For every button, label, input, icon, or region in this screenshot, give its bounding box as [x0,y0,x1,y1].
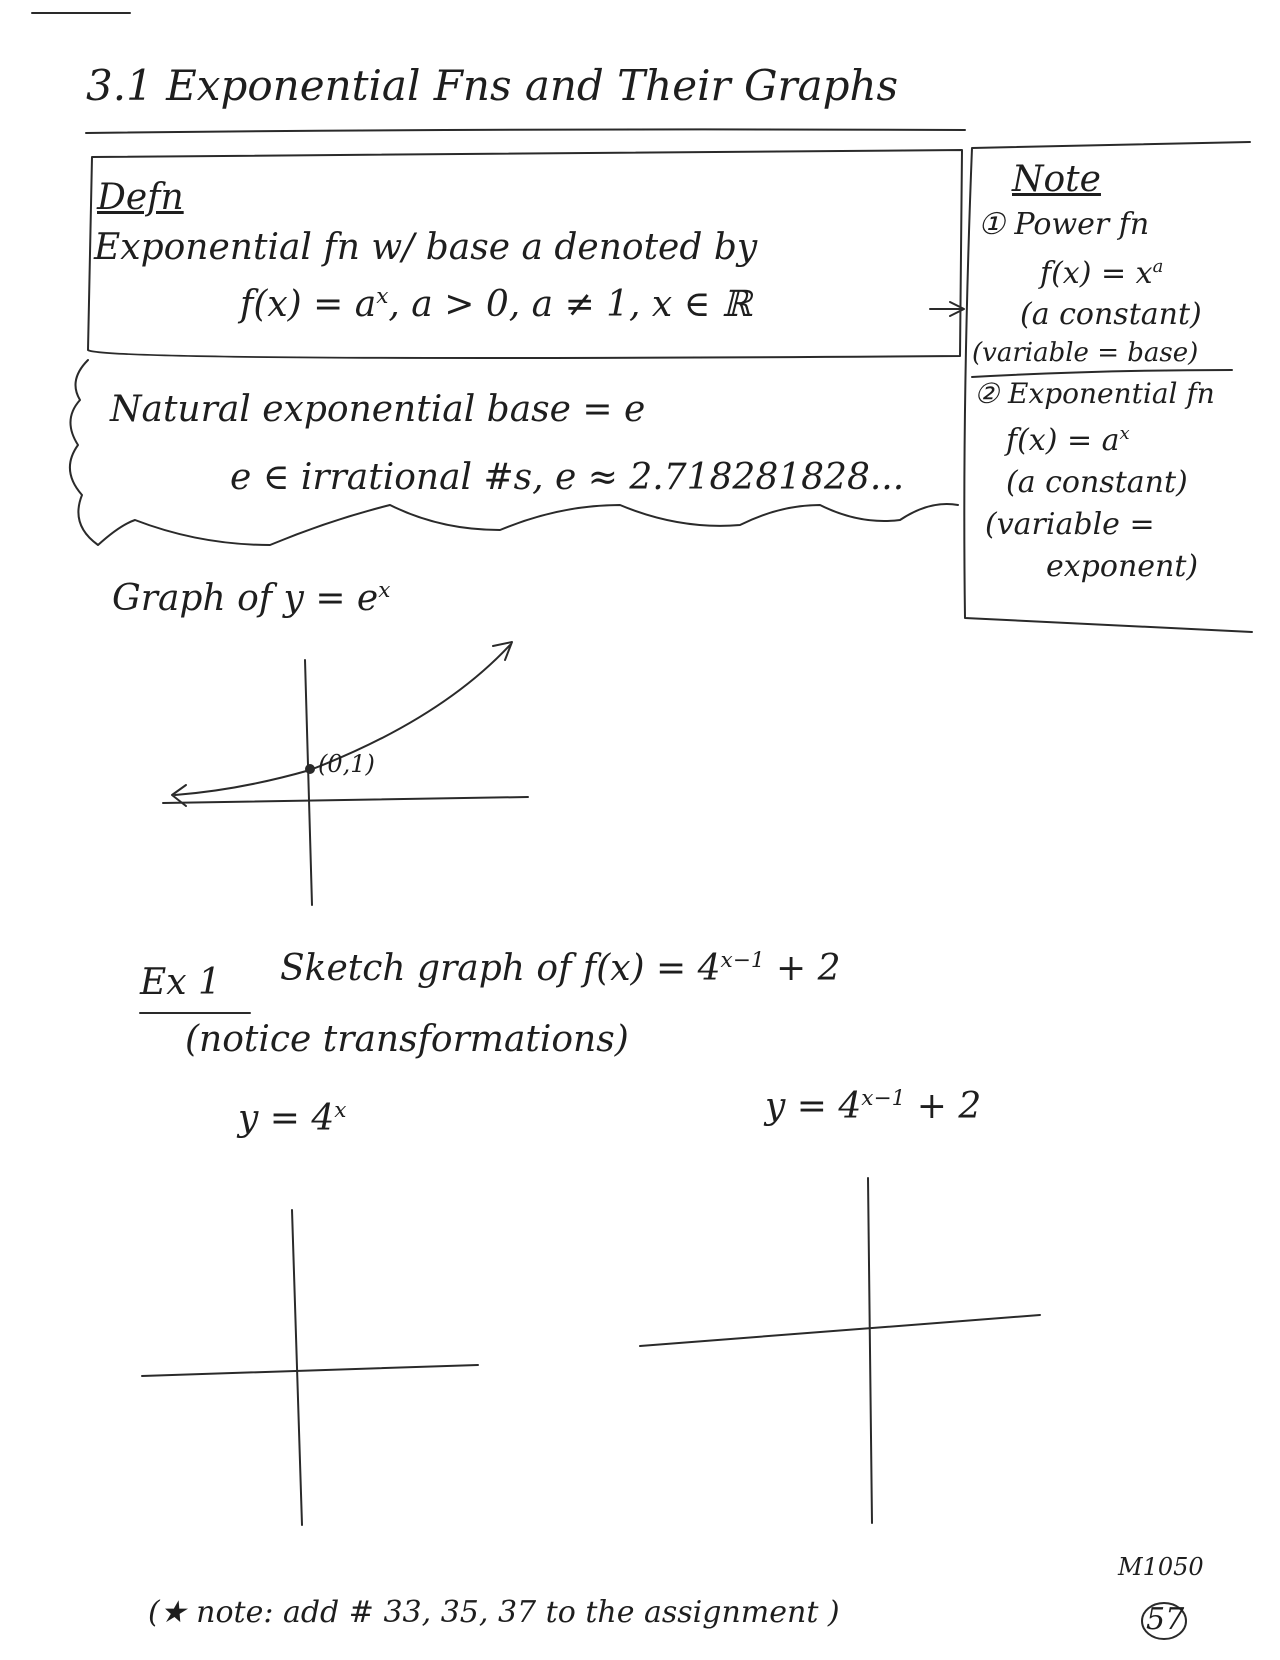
note-item1-variable: (variable = base) [972,338,1199,368]
natural-base-line: Natural exponential base = e [110,389,646,430]
graph-left-label-exp: x [334,1098,347,1123]
graph1-x-axis [163,797,528,803]
example-subtext: (notice transformations) [185,1019,629,1060]
graph-right-y-axis [868,1178,872,1523]
natural-cloud [70,360,958,545]
graph1-point-label: (0,1) [318,750,375,778]
example-heading: Ex 1 [140,962,221,1003]
page-title: 3.1 Exponential Fns and Their Graphs [86,61,899,110]
note-item2-constant: (a constant) [1006,465,1188,500]
note-item1-formula-base: f(x) = x [1040,256,1153,291]
example-text [280,950,841,987]
natural-base-irrational: e ∈ irrational #s, e ≈ 2.718281828... [230,457,905,498]
definition-heading: Defn [97,177,184,218]
note-heading: Note [1012,159,1101,200]
graph-right-label [765,1088,981,1125]
assignment-note: (★ note: add # 33, 35, 37 to the assignment ) [148,1595,840,1630]
course-code: M1050 [1118,1553,1204,1581]
example-text-base: Sketch graph of f(x) = 4 [280,948,721,989]
note-item1-constant: (a constant) [1020,297,1202,332]
note-item1-label: ① Power fn [978,207,1150,242]
note-item1-formula-exp: a [1152,256,1164,277]
graph-left-y-axis [292,1210,302,1525]
note-item2-label: ② Exponential fn [974,377,1215,410]
definition-line: Exponential fn w/ base a denoted by [94,227,758,268]
definition-formula [240,286,752,323]
graph-left-label-base: y = 4 [238,1098,335,1139]
note-item2-variable: (variable = [985,507,1155,542]
title-underline [86,129,965,133]
definition-formula-base: f(x) = a [240,284,377,325]
graph-right-label-base: y = 4 [765,1086,862,1127]
note-item1-formula [1040,258,1163,289]
graph-right-label-exp: x−1 [861,1086,906,1111]
graph1-label-exp: x [378,578,391,603]
note-item2-exponent: exponent) [1046,549,1199,584]
graph-right-label-tail: + 2 [905,1086,982,1127]
graph1-y-axis [305,660,312,905]
graph1-label-base: Graph of y = e [112,578,379,619]
example-text-exp: x−1 [720,948,765,973]
example-text-tail: + 2 [764,948,841,989]
definition-conditions: , a > 0, a ≠ 1, x ∈ ℝ [388,284,752,325]
note-item2-formula-exp: x [1119,423,1130,444]
graph1-label [112,580,390,617]
page-number: 57 [1146,1602,1185,1637]
graph-right-x-axis [640,1315,1040,1346]
graph-left-x-axis [142,1365,478,1376]
definition-formula-exp: x [376,284,389,309]
note-item2-formula-base: f(x) = a [1006,423,1120,458]
note-item2-formula [1006,425,1130,456]
graph-left-label [238,1100,346,1137]
